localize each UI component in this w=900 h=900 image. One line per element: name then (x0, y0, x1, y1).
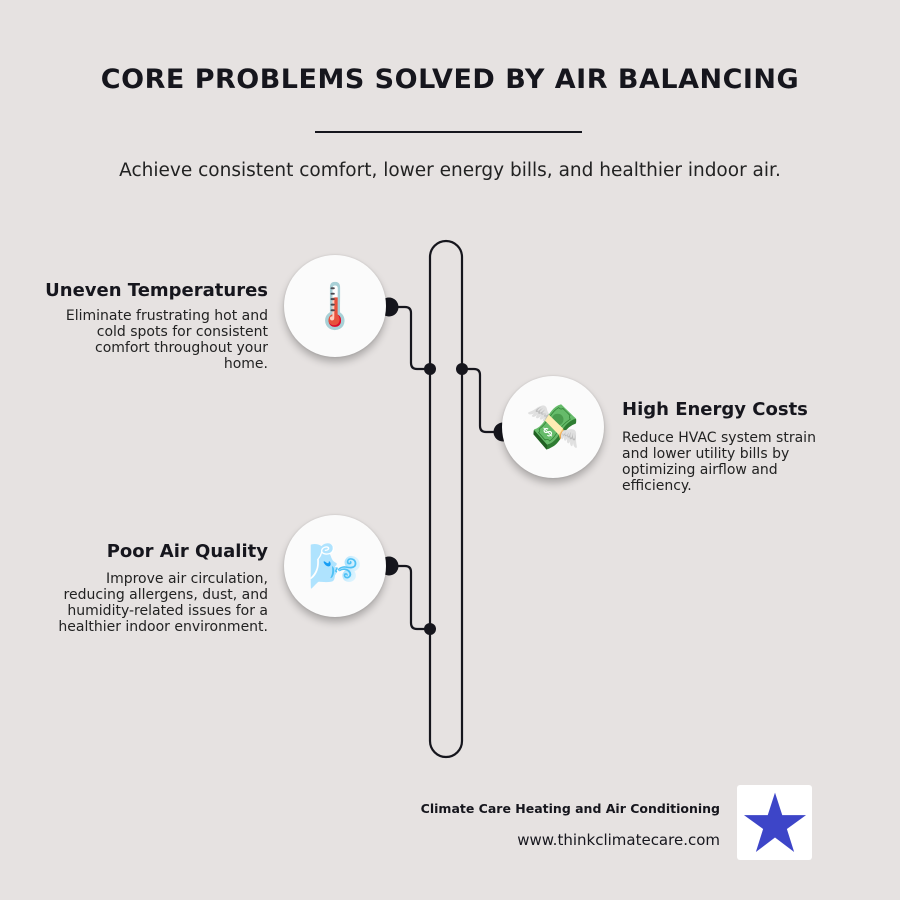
page-title: CORE PROBLEMS SOLVED BY AIR BALANCING (100, 64, 800, 95)
wind-face-icon: 🌬️ (307, 541, 363, 592)
feature-description-high-energy-costs: Reduce HVAC system strain and lower utility bills by optimizing airflow and efficiency. (622, 430, 816, 494)
feature-title-high-energy-costs: High Energy Costs (622, 399, 808, 420)
feature-description-poor-air-quality: Improve air circulation, reducing allergens, dust, and humidity-related issues for a healthier indoor environment. (58, 571, 268, 635)
star-icon (742, 790, 808, 856)
feature-icon-circle (502, 376, 604, 478)
junction-dot (424, 363, 436, 375)
thermometer-icon: 🌡️ (307, 281, 363, 332)
feature-title-uneven-temperatures: Uneven Temperatures (45, 280, 268, 301)
feature-title-poor-air-quality: Poor Air Quality (106, 541, 268, 562)
money-with-wings-icon: 💸 (525, 402, 581, 453)
connector-poor-air-quality (390, 566, 430, 629)
website-link[interactable]: www.thinkclimatecare.com (517, 831, 720, 849)
connector-uneven-temperatures (390, 307, 430, 369)
junction-dot (424, 623, 436, 635)
feature-icon-circle (284, 255, 386, 357)
feature-description-uneven-temperatures: Eliminate frustrating hot and cold spots for consistent comfort throughout your home. (65, 308, 268, 372)
feature-icon-circle (284, 515, 386, 617)
vertical-track (430, 241, 462, 757)
page-subtitle: Achieve consistent comfort, lower energy bills, and healthier indoor air. (119, 160, 781, 181)
company-name: Climate Care Heating and Air Conditioning (420, 801, 720, 816)
junction-dot (456, 363, 468, 375)
connector-high-energy-costs (462, 369, 503, 432)
company-logo (737, 785, 812, 860)
